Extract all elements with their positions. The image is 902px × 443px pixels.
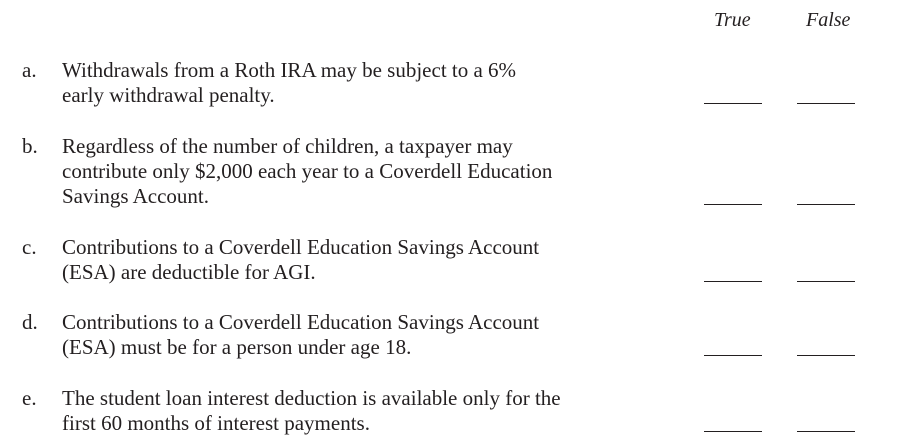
item-statement <box>62 235 652 285</box>
statement-line: first 60 months of interest payments. <box>62 411 370 435</box>
item-letter: b. <box>22 134 38 158</box>
item-statement <box>62 134 652 209</box>
statement-line: (ESA) are deductible for AGI. <box>62 260 316 284</box>
item-statement <box>62 386 652 436</box>
item-statement <box>62 58 652 108</box>
item-letter: c. <box>22 235 37 259</box>
true-answer-blank[interactable] <box>704 431 762 432</box>
item-letter: d. <box>22 310 38 334</box>
statement-line: early withdrawal penalty. <box>62 83 275 107</box>
false-answer-blank[interactable] <box>797 281 855 282</box>
true-answer-blank[interactable] <box>704 355 762 356</box>
true-answer-blank[interactable] <box>704 204 762 205</box>
statement-line: (ESA) must be for a person under age 18. <box>62 335 412 359</box>
item-letter: a. <box>22 58 37 82</box>
item-statement <box>62 310 652 360</box>
false-column-header: False <box>806 9 851 31</box>
statement-line: The student loan interest deduction is available only for the <box>62 386 561 410</box>
false-answer-blank[interactable] <box>797 431 855 432</box>
false-answer-blank[interactable] <box>797 355 855 356</box>
true-answer-blank[interactable] <box>704 281 762 282</box>
true-column-header: True <box>714 9 751 31</box>
statement-line: Withdrawals from a Roth IRA may be subject to a 6% <box>62 58 517 82</box>
statement-line: Contributions to a Coverdell Education Savings Account <box>62 310 540 334</box>
statement-line: Contributions to a Coverdell Education Savings Account <box>62 235 540 259</box>
item-letter: e. <box>22 386 37 410</box>
true-answer-blank[interactable] <box>704 103 762 104</box>
statement-line: Regardless of the number of children, a taxpayer may <box>62 134 513 158</box>
false-answer-blank[interactable] <box>797 103 855 104</box>
false-answer-blank[interactable] <box>797 204 855 205</box>
statement-line: Savings Account. <box>62 184 209 208</box>
statement-line: contribute only $2,000 each year to a Coverdell Education <box>62 159 553 183</box>
